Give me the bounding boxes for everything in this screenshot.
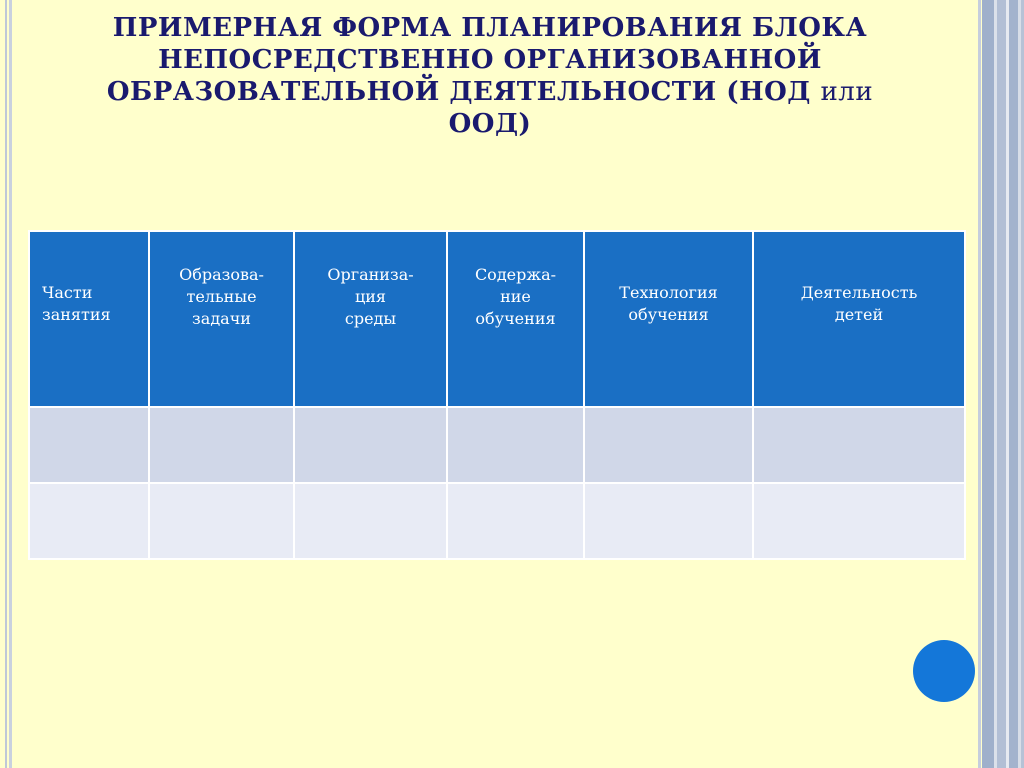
header-children-activity	[753, 231, 965, 407]
header-text: Образова-	[179, 265, 264, 284]
table-cell	[753, 407, 965, 483]
header-educational-tasks	[149, 231, 294, 407]
table-cell	[584, 483, 753, 559]
planning-table	[28, 230, 966, 560]
table-cell	[447, 483, 584, 559]
table-cell	[584, 407, 753, 483]
header-text: среды	[344, 309, 397, 328]
slide-title	[60, 12, 920, 140]
header-parts-of-lesson	[29, 231, 149, 407]
table-cell	[29, 483, 149, 559]
header-text: Организа-	[327, 265, 414, 284]
header-text: занятия	[42, 305, 111, 324]
header-learning-technology	[584, 231, 753, 407]
table-cell	[447, 407, 584, 483]
table-cell	[294, 407, 447, 483]
header-learning-content	[447, 231, 584, 407]
header-text: обучения	[475, 309, 556, 328]
header-text: Содержа-	[474, 265, 557, 284]
title-line-3-main: ОБРАЗОВАТЕЛЬНОЙ ДЕЯТЕЛЬНОСТИ (НОД	[106, 77, 821, 107]
title-line-3-lower: или	[820, 77, 874, 107]
table-header-row	[29, 231, 965, 407]
header-text: Деятельность	[800, 283, 918, 302]
header-text: тельные	[186, 287, 257, 306]
table-cell	[149, 483, 294, 559]
header-text: ция	[354, 287, 387, 306]
header-text: детей	[834, 305, 884, 324]
table-row	[29, 483, 965, 559]
header-text: ние	[500, 287, 531, 306]
table-cell	[294, 483, 447, 559]
right-frame-decoration	[978, 0, 1024, 768]
left-frame-decoration	[0, 0, 16, 768]
header-text: Части	[42, 283, 93, 302]
decorative-circle	[913, 640, 975, 702]
table-cell	[149, 407, 294, 483]
table-cell	[29, 407, 149, 483]
title-line-4: ООД)	[448, 109, 532, 139]
title-line-2: НЕПОСРЕДСТВЕННО ОРГАНИЗОВАННОЙ	[158, 45, 822, 75]
header-text: задачи	[192, 309, 251, 328]
header-text: обучения	[628, 305, 709, 324]
title-line-1: ПРИМЕРНАЯ ФОРМА ПЛАНИРОВАНИЯ БЛОКА	[112, 13, 868, 43]
title-line-3	[60, 76, 920, 108]
table-cell	[753, 483, 965, 559]
header-environment-organization	[294, 231, 447, 407]
table-row	[29, 407, 965, 483]
header-text: Технология	[619, 283, 718, 302]
